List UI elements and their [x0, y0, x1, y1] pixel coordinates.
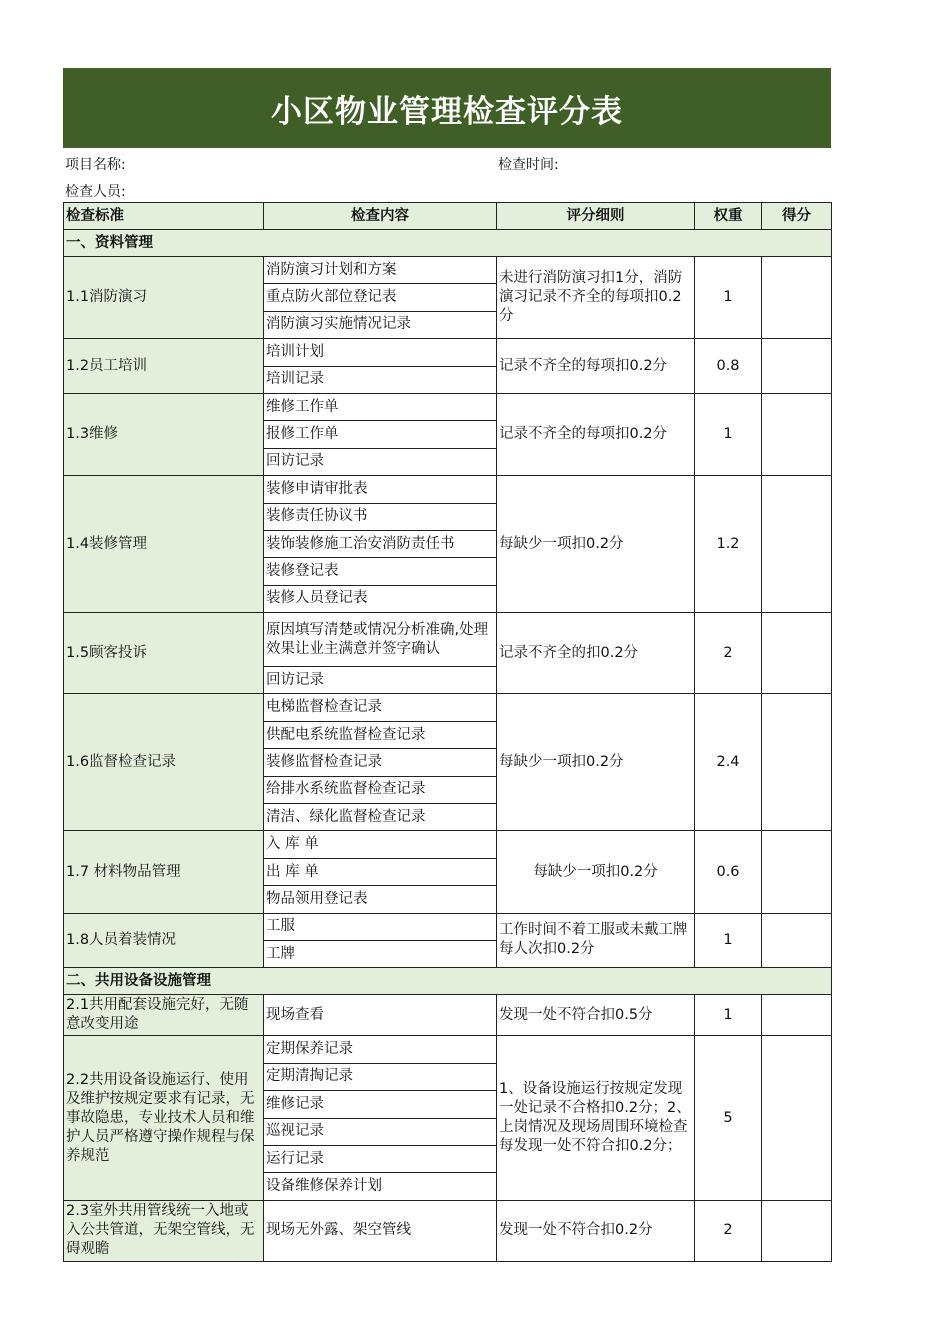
- check-standard: 1.2员工培训: [64, 339, 264, 394]
- weight-value: 0.8: [695, 339, 762, 394]
- inspector-label: 检查人员:: [65, 184, 126, 200]
- scoring-rule: 发现一处不符合扣0.5分: [497, 995, 695, 1036]
- check-content: 运行记录: [264, 1145, 497, 1172]
- scoring-rule: 每缺少一项扣0.2分: [497, 476, 695, 613]
- weight-value: 1: [695, 913, 762, 968]
- section-title: 二、共用设备设施管理: [64, 968, 832, 995]
- table-row: [64, 1036, 832, 1063]
- check-content: 维修工作单: [264, 393, 497, 420]
- check-standard: 2.3室外共用管线统一入地或入公共管道，无架空管线，无碍观瞻: [64, 1200, 264, 1261]
- check-content: 供配电系统监督检查记录: [264, 721, 497, 748]
- check-content: 装修监督检查记录: [264, 749, 497, 776]
- score-cell[interactable]: [762, 1200, 832, 1261]
- check-standard: 2.2共用设备设施运行、使用及维护按规定要求有记录，无事故隐患，专业技术人员和维护人员严格遵守操作规程与保养规范: [64, 1036, 264, 1200]
- scoring-rule: 记录不齐全的每项扣0.2分: [497, 339, 695, 394]
- check-standard: 1.1消防演习: [64, 257, 264, 339]
- header-rule: 评分细则: [497, 203, 695, 230]
- check-content: 消防演习计划和方案: [264, 257, 497, 284]
- score-cell[interactable]: [762, 694, 832, 831]
- score-cell[interactable]: [762, 1036, 832, 1200]
- table-row: [64, 339, 832, 366]
- check-content: 设备维修保养计划: [264, 1173, 497, 1200]
- check-content: 原因填写清楚或情况分析准确,处理效果让业主满意并签字确认: [264, 613, 497, 667]
- table-row: [64, 257, 832, 284]
- scoring-rule: 每缺少一项扣0.2分: [497, 831, 695, 913]
- check-content: 培训记录: [264, 366, 497, 393]
- header-content: 检查内容: [264, 203, 497, 230]
- project-name-label: 项目名称:: [65, 157, 126, 173]
- check-content: 给排水系统监督检查记录: [264, 776, 497, 803]
- check-standard: 1.8人员着装情况: [64, 913, 264, 968]
- weight-value: 1.2: [695, 476, 762, 613]
- scoring-rule: 工作时间不着工服或未戴工牌每人次扣0.2分: [497, 913, 695, 968]
- check-standard: 1.3维修: [64, 393, 264, 475]
- score-cell[interactable]: [762, 393, 832, 475]
- section-title: 一、资料管理: [64, 230, 832, 257]
- check-content: 出 库 单: [264, 858, 497, 885]
- score-cell[interactable]: [762, 913, 832, 968]
- check-content: 装修人员登记表: [264, 585, 497, 612]
- sheet-title: 小区物业管理检查评分表: [63, 68, 831, 148]
- scoring-rule: 发现一处不符合扣0.2分: [497, 1200, 695, 1261]
- header-standard: 检查标准: [64, 203, 264, 230]
- meta-row-2: [63, 175, 831, 202]
- weight-value: 1: [695, 257, 762, 339]
- scoring-rule: 未进行消防演习扣1分，消防演习记录不齐全的每项扣0.2分: [497, 257, 695, 339]
- weight-value: 0.6: [695, 831, 762, 913]
- score-cell[interactable]: [762, 831, 832, 913]
- weight-value: 1: [695, 393, 762, 475]
- check-content: 工牌: [264, 940, 497, 967]
- weight-value: 2: [695, 613, 762, 694]
- check-content: 入 库 单: [264, 831, 497, 858]
- check-content: 现场无外露、架空管线: [264, 1200, 497, 1261]
- header-weight: 权重: [695, 203, 762, 230]
- check-standard: 1.7 材料物品管理: [64, 831, 264, 913]
- check-content: 维修记录: [264, 1091, 497, 1118]
- weight-value: 5: [695, 1036, 762, 1200]
- score-cell[interactable]: [762, 339, 832, 394]
- check-content: 回访记录: [264, 448, 497, 475]
- header-score: 得分: [762, 203, 832, 230]
- weight-value: 2.4: [695, 694, 762, 831]
- check-content: 现场查看: [264, 995, 497, 1036]
- score-cell[interactable]: [762, 995, 832, 1036]
- check-standard: 1.5顾客投诉: [64, 613, 264, 694]
- check-content: 重点防火部位登记表: [264, 284, 497, 311]
- check-content: 回访记录: [264, 667, 497, 694]
- check-content: 定期清掏记录: [264, 1063, 497, 1090]
- check-time-label: 检查时间:: [498, 157, 559, 173]
- table-row: [64, 831, 832, 858]
- check-standard: 1.6监督检查记录: [64, 694, 264, 831]
- scoring-rule: 每缺少一项扣0.2分: [497, 694, 695, 831]
- check-content: 巡视记录: [264, 1118, 497, 1145]
- scoring-rule: 1、设备设施运行按规定发现一处记录不合格扣0.2分；2、上岗情况及现场周围环境检查每发现一处不符合扣0.2分；: [497, 1036, 695, 1200]
- table-row: [64, 913, 832, 940]
- table-body: [64, 230, 832, 1262]
- table-row: [64, 1200, 832, 1261]
- weight-value: 2: [695, 1200, 762, 1261]
- scoring-rule: 记录不齐全的扣0.2分: [497, 613, 695, 694]
- check-content: 装修责任协议书: [264, 503, 497, 530]
- scoring-rule: 记录不齐全的每项扣0.2分: [497, 393, 695, 475]
- check-content: 定期保养记录: [264, 1036, 497, 1063]
- score-cell[interactable]: [762, 257, 832, 339]
- meta-row-1: [63, 148, 831, 175]
- check-content: 消防演习实施情况记录: [264, 311, 497, 338]
- check-content: 装修申请审批表: [264, 476, 497, 503]
- score-cell[interactable]: [762, 613, 832, 694]
- table-row: [64, 694, 832, 721]
- check-content: 装饰装修施工治安消防责任书: [264, 530, 497, 557]
- check-content: 工服: [264, 913, 497, 940]
- check-content: 物品领用登记表: [264, 886, 497, 913]
- table-row: [64, 476, 832, 503]
- table-row: [64, 393, 832, 420]
- check-content: 培训计划: [264, 339, 497, 366]
- check-content: 报修工作单: [264, 421, 497, 448]
- table-row: [64, 995, 832, 1036]
- score-cell[interactable]: [762, 476, 832, 613]
- table-row: [64, 613, 832, 667]
- check-standard: 1.4装修管理: [64, 476, 264, 613]
- check-content: 装修登记表: [264, 558, 497, 585]
- weight-value: 1: [695, 995, 762, 1036]
- score-sheet: [63, 68, 831, 1262]
- check-content: 清洁、绿化监督检查记录: [264, 804, 497, 831]
- inspection-table: [63, 202, 832, 1262]
- check-standard: 2.1共用配套设施完好，无随意改变用途: [64, 995, 264, 1036]
- check-content: 电梯监督检查记录: [264, 694, 497, 721]
